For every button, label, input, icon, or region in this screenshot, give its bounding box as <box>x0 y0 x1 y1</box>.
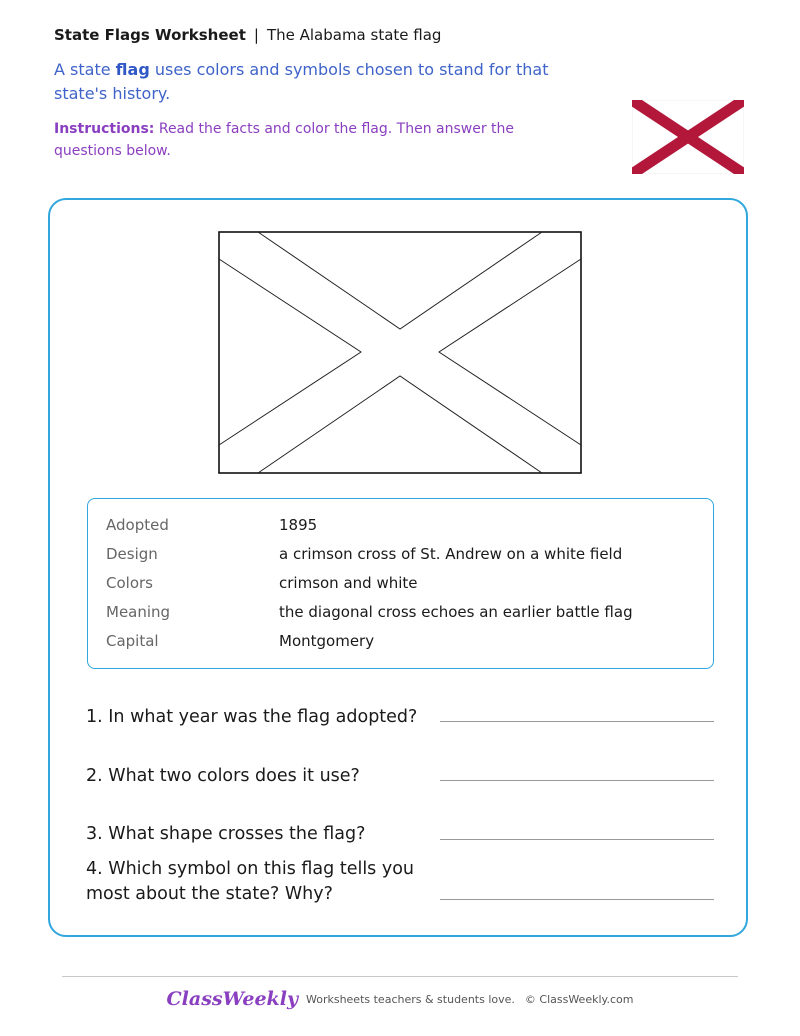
footer-divider <box>62 976 738 977</box>
fact-value: 1895 <box>279 516 318 534</box>
footer-copyright: © ClassWeekly.com <box>524 993 634 1006</box>
worksheet-title: State Flags Worksheet <box>54 26 246 44</box>
fact-label: Colors <box>106 574 153 592</box>
fact-label: Meaning <box>106 603 171 621</box>
instructions-text: Read the facts and color the flag. Then answer the questions below. <box>54 121 515 159</box>
question-3: 3. What shape crosses the flag? <box>86 824 366 844</box>
fact-label: Design <box>106 545 158 563</box>
facts-box <box>87 498 714 669</box>
answer-line-4[interactable] <box>440 899 714 900</box>
fact-value: crimson and white <box>279 574 418 592</box>
instructions <box>54 118 574 162</box>
question-4: 4. Which symbol on this flag tells you most about the state? Why? <box>86 859 415 904</box>
question-1: 1. In what year was the flag adopted? <box>86 707 418 727</box>
intro-text <box>54 58 584 106</box>
intro-before: A state <box>54 60 116 79</box>
fact-value: a crimson cross of St. Andrew on a white field <box>279 545 623 563</box>
question-2: 2. What two colors does it use? <box>86 766 360 786</box>
flag-coloring-outline[interactable] <box>218 231 582 474</box>
worksheet-header <box>54 26 441 44</box>
answer-line-2[interactable] <box>440 780 714 781</box>
fact-value: the diagonal cross echoes an earlier battle flag <box>279 603 633 621</box>
intro-after: uses colors and symbols chosen to stand for that state's history. <box>54 60 549 103</box>
alabama-flag-reference <box>632 100 744 174</box>
intro-keyword: flag <box>115 60 150 79</box>
footer-tagline: Worksheets teachers & students love. <box>305 993 515 1006</box>
answer-line-3[interactable] <box>440 839 714 840</box>
fact-label: Adopted <box>106 516 169 534</box>
instructions-label: Instructions: <box>54 121 155 137</box>
answer-line-1[interactable] <box>440 721 714 722</box>
footer <box>0 988 800 1010</box>
classweekly-logo: ClassWeekly <box>166 988 298 1010</box>
header-separator: | <box>253 26 259 44</box>
fact-label: Capital <box>106 632 159 650</box>
worksheet-subtitle: The Alabama state flag <box>266 26 442 44</box>
fact-value: Montgomery <box>279 632 375 650</box>
